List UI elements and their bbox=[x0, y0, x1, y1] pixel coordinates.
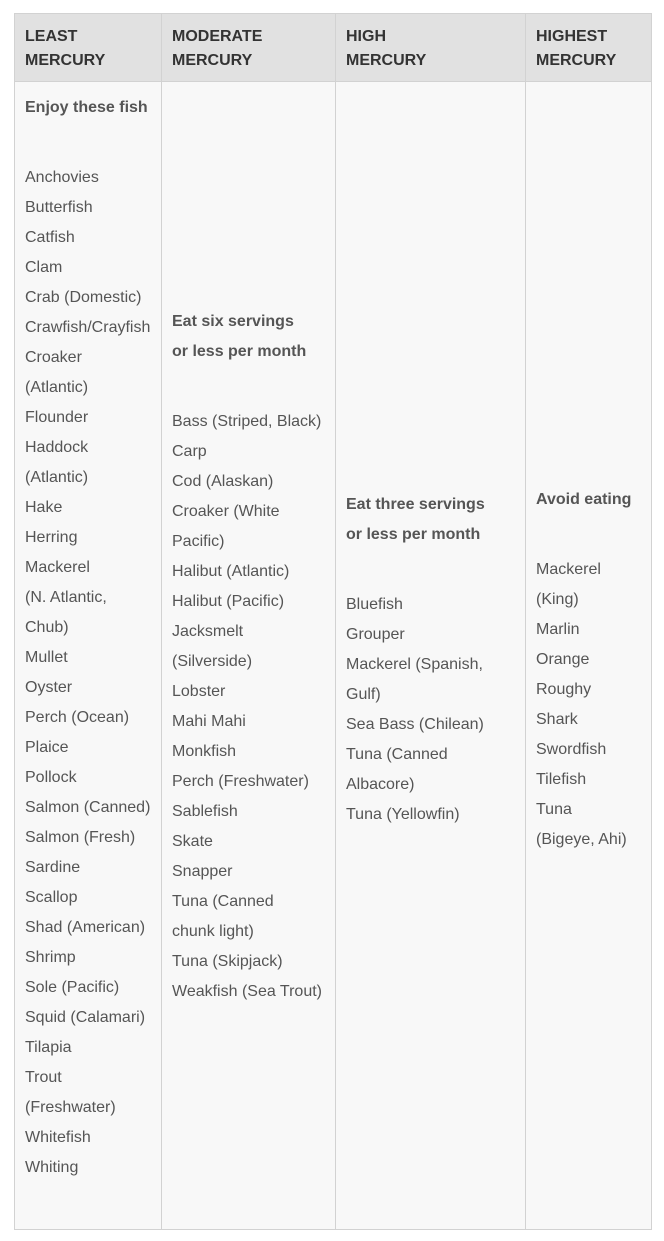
fish-item: Butterfish bbox=[25, 199, 93, 216]
fish-item: Salmon (Fresh) bbox=[25, 829, 136, 846]
fish-item: Bass (Striped, Black) bbox=[172, 412, 322, 430]
fish-item: Trout bbox=[25, 1069, 62, 1086]
fish-item: Haddock bbox=[25, 439, 89, 456]
fish-item: Pollock bbox=[25, 769, 77, 786]
fish-item: Roughy bbox=[536, 680, 592, 698]
fish-item: Tilefish bbox=[536, 770, 587, 788]
fish-item: (Silverside) bbox=[172, 652, 253, 670]
fish-item: Tuna (Canned bbox=[346, 745, 448, 763]
fish-item: Scallop bbox=[25, 889, 78, 906]
fish-item: Pacific) bbox=[172, 532, 225, 550]
fish-item: Mackerel bbox=[25, 559, 90, 576]
fish-item: Tuna bbox=[536, 800, 572, 818]
fish-item: Mackerel (Spanish, bbox=[346, 655, 483, 673]
header-highest-mercury bbox=[526, 14, 651, 81]
header-moderate-mercury bbox=[162, 14, 336, 81]
fish-item: Skate bbox=[172, 832, 213, 850]
fish-item: Clam bbox=[25, 259, 63, 276]
fish-item: Snapper bbox=[172, 862, 233, 880]
fish-item: Hake bbox=[25, 499, 63, 516]
fish-item: chunk light) bbox=[172, 922, 254, 940]
fish-item: Oyster bbox=[25, 679, 73, 696]
fish-item: Catfish bbox=[25, 229, 75, 246]
fish-item: Marlin bbox=[536, 620, 580, 638]
advice-heading-line: or less per month bbox=[172, 342, 307, 360]
fish-item: Croaker (White bbox=[172, 502, 280, 520]
fish-item: Tuna (Skipjack) bbox=[172, 952, 283, 970]
fish-item: Salmon (Canned) bbox=[25, 799, 151, 816]
fish-item: Weakfish (Sea Trout) bbox=[172, 982, 322, 1000]
table-header-row bbox=[15, 14, 651, 82]
fish-item: Gulf) bbox=[346, 685, 381, 703]
fish-item: Jacksmelt bbox=[172, 622, 244, 640]
fish-item: Crawfish/Crayfish bbox=[25, 319, 151, 336]
fish-item: Mahi Mahi bbox=[172, 712, 246, 730]
advice-heading bbox=[172, 307, 325, 367]
fish-item: Chub) bbox=[25, 619, 69, 636]
fish-item: Swordfish bbox=[536, 740, 607, 758]
fish-item: Herring bbox=[25, 529, 78, 546]
fish-item: Sole (Pacific) bbox=[25, 979, 120, 996]
fish-item: Shad (American) bbox=[25, 919, 146, 936]
fish-item: (Bigeye, Ahi) bbox=[536, 830, 627, 848]
header-line: HIGH bbox=[346, 28, 386, 45]
mercury-table bbox=[14, 13, 652, 1230]
fish-item: Bluefish bbox=[346, 595, 403, 613]
fish-item: Croaker bbox=[25, 349, 82, 366]
fish-item: (King) bbox=[536, 590, 579, 608]
fish-list bbox=[25, 163, 151, 1183]
header-line: MERCURY bbox=[346, 52, 427, 69]
fish-item: (Atlantic) bbox=[25, 379, 89, 396]
fish-item: Anchovies bbox=[25, 169, 99, 186]
fish-item: (N. Atlantic, bbox=[25, 589, 107, 606]
header-line: MERCURY bbox=[536, 52, 617, 69]
advice-heading-line: Eat six servings bbox=[172, 312, 294, 330]
advice-heading bbox=[346, 490, 515, 550]
fish-item: Perch (Freshwater) bbox=[172, 772, 309, 790]
fish-item: Tilapia bbox=[25, 1039, 72, 1056]
fish-item: Carp bbox=[172, 442, 207, 460]
advice-heading: Avoid eating bbox=[536, 490, 632, 508]
fish-item: Shark bbox=[536, 710, 578, 728]
advice-heading-line: or less per month bbox=[346, 525, 481, 543]
advice-heading: Enjoy these fish bbox=[25, 99, 148, 116]
fish-item: (Atlantic) bbox=[25, 469, 89, 486]
header-line: LEAST bbox=[25, 28, 78, 45]
fish-item: Lobster bbox=[172, 682, 226, 700]
fish-item: Tuna (Canned bbox=[172, 892, 274, 910]
cell-least-mercury bbox=[15, 82, 162, 1229]
fish-item: Flounder bbox=[25, 409, 89, 426]
fish-item: Perch (Ocean) bbox=[25, 709, 130, 726]
cell-highest-mercury bbox=[526, 82, 651, 1229]
fish-item: Grouper bbox=[346, 625, 405, 643]
fish-list bbox=[172, 407, 325, 1007]
fish-item: Albacore) bbox=[346, 775, 415, 793]
fish-item: Whitefish bbox=[25, 1129, 91, 1146]
header-line: HIGHEST bbox=[536, 28, 608, 45]
fish-list bbox=[346, 590, 515, 830]
fish-item: Mackerel bbox=[536, 560, 601, 578]
cell-high-mercury bbox=[336, 82, 526, 1229]
fish-item: Monkfish bbox=[172, 742, 237, 760]
fish-item: Halibut (Atlantic) bbox=[172, 562, 290, 580]
fish-item: Squid (Calamari) bbox=[25, 1009, 146, 1026]
header-line: MODERATE bbox=[172, 28, 263, 45]
fish-item: Crab (Domestic) bbox=[25, 289, 142, 306]
fish-item: Halibut (Pacific) bbox=[172, 592, 285, 610]
cell-moderate-mercury bbox=[162, 82, 336, 1229]
fish-item: Shrimp bbox=[25, 949, 76, 966]
fish-item: (Freshwater) bbox=[25, 1099, 116, 1116]
advice-heading-line: Eat three servings bbox=[346, 495, 485, 513]
header-line: MERCURY bbox=[172, 52, 253, 69]
fish-item: Cod (Alaskan) bbox=[172, 472, 274, 490]
fish-item: Tuna (Yellowfin) bbox=[346, 805, 460, 823]
header-high-mercury bbox=[336, 14, 526, 81]
fish-list bbox=[536, 555, 641, 855]
header-line: MERCURY bbox=[25, 52, 106, 69]
header-least-mercury bbox=[15, 14, 162, 81]
fish-item: Orange bbox=[536, 650, 590, 668]
table-body-row bbox=[15, 82, 651, 1229]
fish-item: Mullet bbox=[25, 649, 68, 666]
fish-item: Plaice bbox=[25, 739, 69, 756]
fish-item: Sardine bbox=[25, 859, 81, 876]
fish-item: Whiting bbox=[25, 1159, 79, 1176]
fish-item: Sablefish bbox=[172, 802, 238, 820]
fish-item: Sea Bass (Chilean) bbox=[346, 715, 484, 733]
